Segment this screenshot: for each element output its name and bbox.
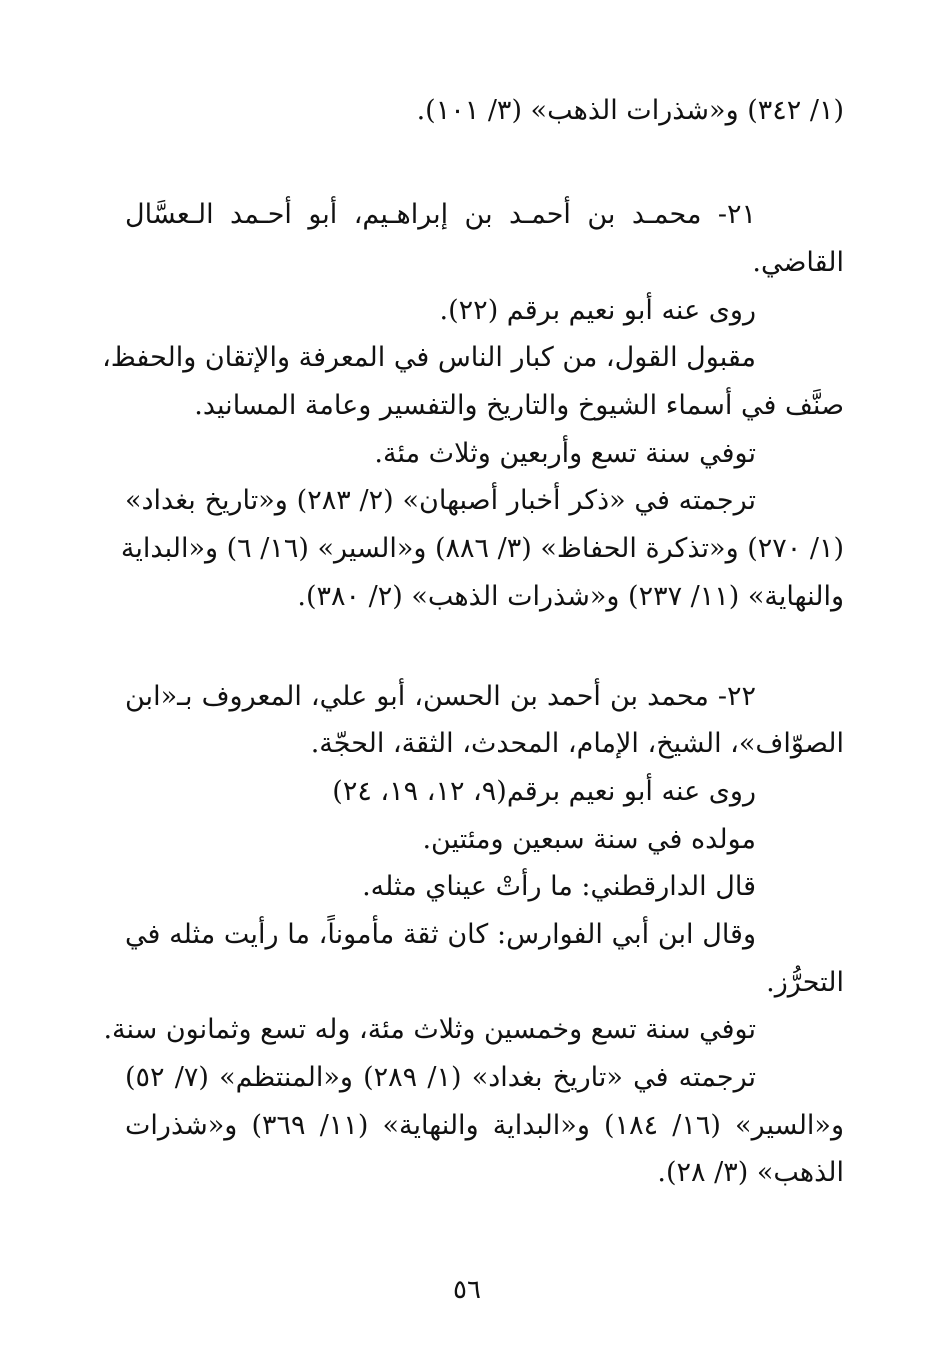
entry-22-sources: ترجمته في «تاريخ بغداد» (١/ ٢٨٩) و«المنتظم» (٧/ ٥٢) [125,1062,757,1093]
entry-22-daraqutni: قال الدارقطني: ما رأتْ عيناي مثله. [362,871,756,902]
entry-22-fawaris-cont: التحرُّز. [766,967,844,998]
entry-21-heading: ٢١- محمـد بن أحمـد بن إبراهـيم، أبو أحـمد الـعسَّال [125,199,756,230]
entry-21-sources-cont: (١/ ٢٧٠) و«تذكرة الحفاظ» (٣/ ٨٨٦) و«السير» (١٦/ ٦) و«البداية [120,533,844,564]
entry-21-praise: مقبول القول، من كبار الناس في المعرفة والإتقان والحفظ، [102,342,756,373]
entry-22-sources-cont: و«السير» (١٦/ ١٨٤) و«البداية والنهاية» (١١/ ٣٦٩) و«شذرات [125,1110,844,1141]
entry-22-heading: ٢٢- محمد بن أحمد بن الحسن، أبو علي، المعروف بـ«ابن [125,681,756,712]
entry-21-death: توفي سنة تسع وأربعين وثلاث مئة. [374,438,756,469]
entry-22-fawaris: وقال ابن أبي الفوارس: كان ثقة مأموناً، ما رأيت مثله في [125,919,756,950]
entry-22-sources-end: الذهب» (٣/ ٢٨). [657,1157,844,1188]
entry-21-narration: روى عنه أبو نعيم برقم (٢٢). [439,295,756,326]
intro-citation-line: (١/ ٣٤٢) و«شذرات الذهب» (٣/ ١٠١). [416,95,844,126]
entry-21-sources: ترجمته في «ذكر أخبار أصبهان» (٢/ ٢٨٣) و«تاريخ بغداد» [125,485,756,516]
entry-22-death: توفي سنة تسع وخمسين وثلاث مئة، وله تسع وثمانون سنة. [103,1014,756,1045]
entry-21-praise-cont: صنَّف في أسماء الشيوخ والتاريخ والتفسير وعامة المسانيد. [194,390,844,421]
entry-21-heading-cont: القاضي. [752,247,844,278]
entry-22-heading-cont: الصوّاف»، الشيخ، الإمام، المحدث، الثقة، الحجّة. [310,728,844,759]
entry-22-narration: روى عنه أبو نعيم برقم(٩، ١٢، ١٩، ٢٤) [332,776,756,807]
page-number: ٥٦ [453,1275,481,1305]
entry-22-birth: مولده في سنة سبعين ومئتين. [422,824,756,855]
entry-21-sources-end: والنهاية» (١١/ ٢٣٧) و«شذرات الذهب» (٢/ ٣٨٠). [297,581,844,612]
